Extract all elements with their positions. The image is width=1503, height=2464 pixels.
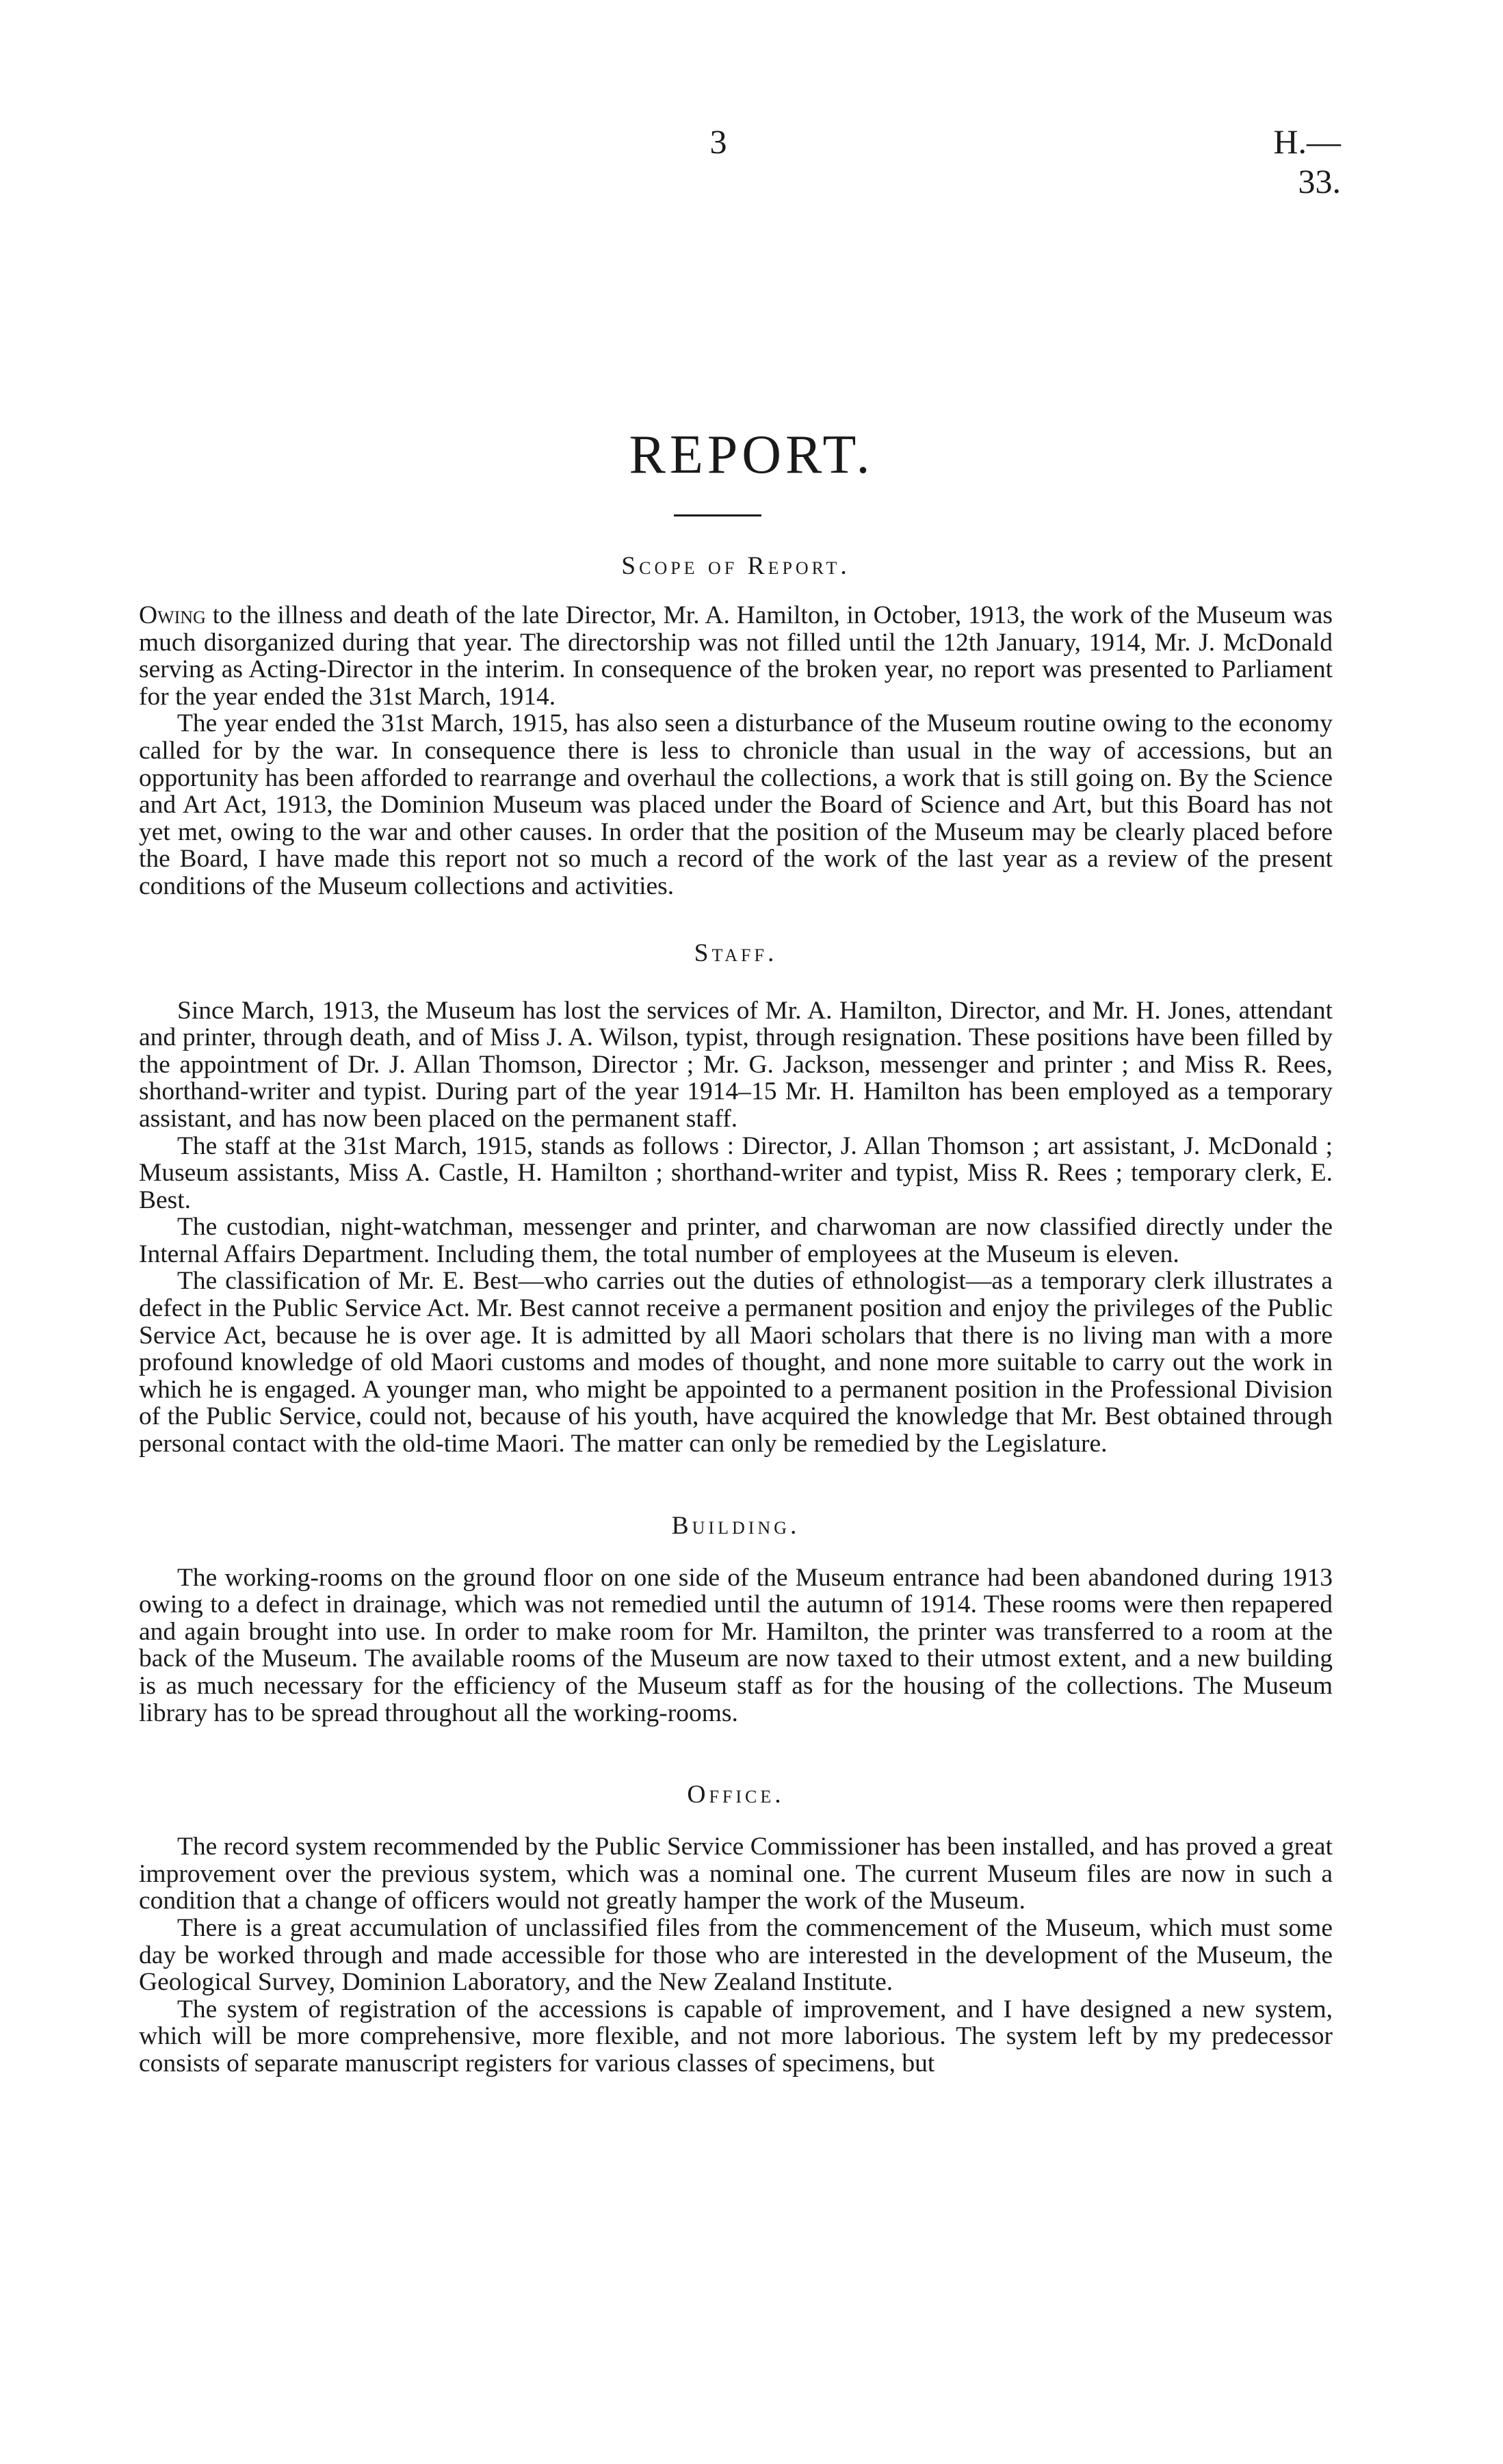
office-paragraph-3: The system of registration of the accessions is capable of improvement, and I have designed a new system, which will be more comprehensive, more flexible, and not more laborious. The system left by my predecessor consists of separate manuscript registers for various classes of specimens, but (139, 1995, 1333, 2078)
staff-paragraph-3: The custodian, night-watchman, messenger and printer, and charwoman are now classified directly under the Internal Affairs Department. Including them, the total number of employees at the Museum is eleven. (139, 1213, 1333, 1268)
staff-paragraph-4: The classification of Mr. E. Best—who carries out the duties of ethnologist—as a temporary clerk illustrates a defect in the Public Service Act. Mr. Best cannot receive a permanent position and enjoy the privileges of the Public Service Act, because he is over age. It is admitted by all Maori scholars that there is no living man with a more profound knowledge of old Maori customs and modes of thought, and none more suitable to carry out the work in which he is engaged. A younger man, who might be appointed to a permanent position in the Professional Division of the Public Service, could not, because of his youth, have acquired the knowledge that Mr. Best obtained through personal contact with the old-time Maori. The matter can only be remedied by the Legislature. (139, 1267, 1333, 1458)
scope-paragraph-1-text: to the illness and death of the late Director, Mr. A. Hamilton, in October, 1913, the work of the Museum was much disorganized during that year. The directorship was not filled until the 12th January, 1914, Mr. J. McDonald serving as Acting-Director in the interim. In consequence of the broken year, no report was presented to Parliament for the year ended the 31st March, 1914. (139, 601, 1333, 711)
section-heading-staff: Staff. (694, 939, 778, 967)
title-rule (674, 514, 761, 516)
staff-paragraph-2: The staff at the 31st March, 1915, stands as follows : Director, J. Allan Thomson ; art assistant, J. McDonald ; Museum assistants, Miss A. Castle, H. Hamilton ; shorthand-writer and typist, Miss R. Rees ; temporary clerk, E. Best. (139, 1131, 1333, 1214)
office-paragraph-2: There is a great accumulation of unclassified files from the commencement of the Museum, which must some day be worked through and made accessible for those who are interested in the development of the Museum, the Geological Survey, Dominion Laboratory, and the New Zealand Institute. (139, 1913, 1333, 1997)
report-title: REPORT. (629, 425, 874, 485)
scope-paragraph-1 (139, 602, 1333, 710)
document-reference: H.—33. (1273, 122, 1341, 200)
building-paragraph-1: The working-rooms on the ground floor on one side of the Museum entrance had been abandoned during 1913 owing to a defect in drainage, which was not remedied until the autumn of 1914. These rooms were then repapered and again brought into use. In order to make room for Mr. Hamilton, the printer was transferred to a room at the back of the Museum. The available rooms of the Museum are now taxed to their utmost extent, and a new building is as much necessary for the efficiency of the Museum staff as for the housing of the collections. The Museum library has to be spread throughout all the working-rooms. (139, 1563, 1333, 1727)
page-number: 3 (709, 122, 727, 161)
lead-word: Owing (139, 601, 206, 629)
section-heading-office: Office. (687, 1781, 785, 1809)
section-heading-scope: Scope of Report. (621, 552, 850, 580)
section-heading-building: Building. (671, 1511, 800, 1540)
staff-paragraph-1: Since March, 1913, the Museum has lost the services of Mr. A. Hamilton, Director, and Mr. H. Jones, attendant and printer, through death, and of Miss J. A. Wilson, typist, through resignation. These positions have been filled by the appointment of Dr. J. Allan Thomson, Director ; Mr. G. Jackson, messenger and printer ; and Miss R. Rees, shorthand-writer and typist. During part of the year 1914–15 Mr. H. Hamilton has been employed as a temporary assistant, and has now been placed on the permanent staff. (139, 996, 1333, 1133)
scope-paragraph-2: The year ended the 31st March, 1915, has also seen a disturbance of the Museum routine owing to the economy called for by the war. In consequence there is less to chronicle than usual in the way of accessions, but an opportunity has been afforded to rearrange and overhaul the collections, a work that is still going on. By the Science and Art Act, 1913, the Dominion Museum was placed under the Board of Science and Art, but this Board has not yet met, owing to the war and other causes. In order that the position of the Museum may be clearly placed before the Board, I have made this report not so much a record of the work of the last year as a review of the present conditions of the Museum collections and activities. (139, 709, 1333, 900)
office-paragraph-1: The record system recommended by the Public Service Commissioner has been installed, and has proved a great improvement over the previous system, which was a nominal one. The current Museum files are now in such a condition that a change of officers would not greatly hamper the work of the Museum. (139, 1833, 1333, 1915)
report-body (139, 553, 1333, 2078)
